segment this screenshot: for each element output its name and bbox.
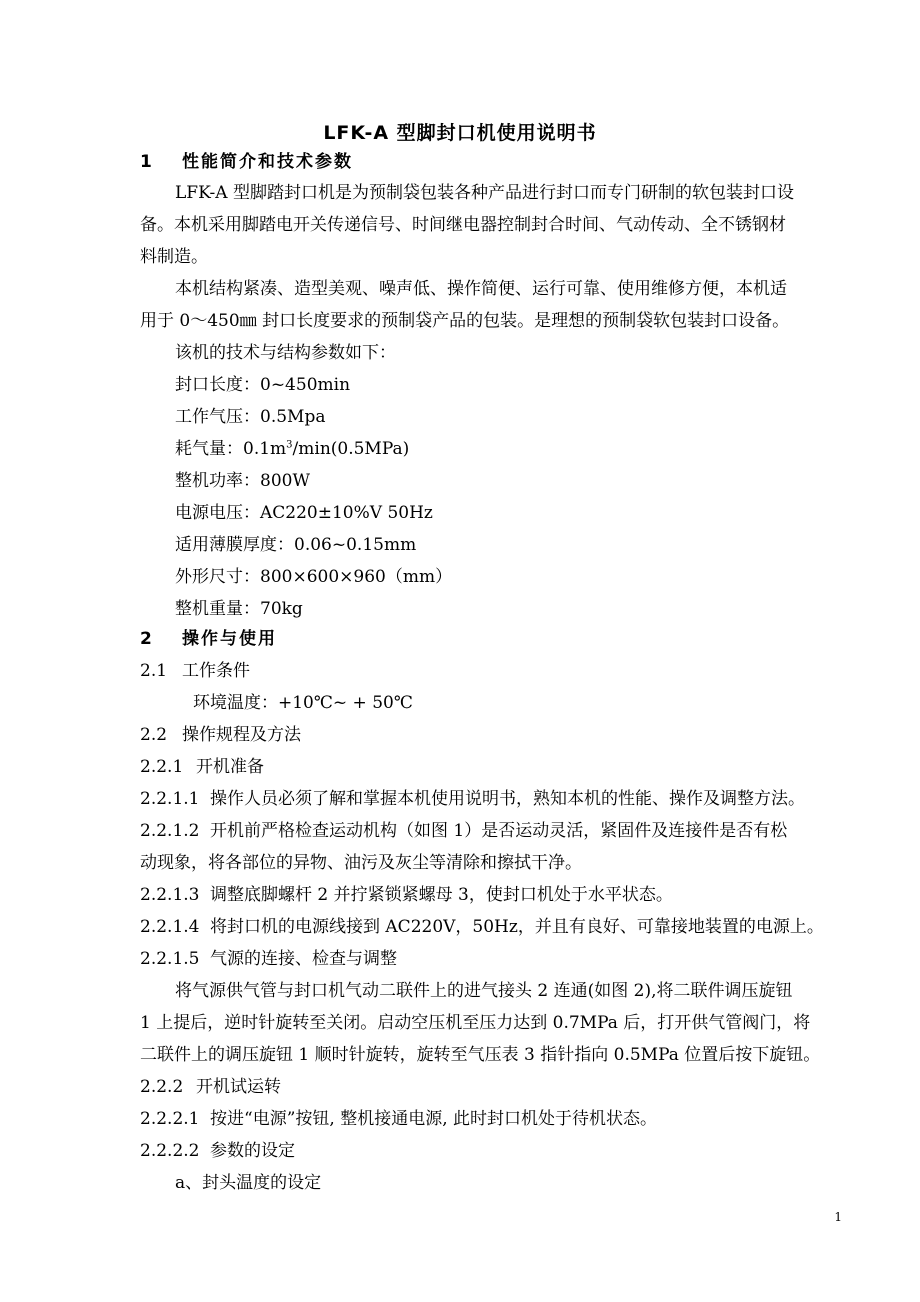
page-number: 1 [834, 1210, 842, 1224]
section-2-2-2-1: 2.2.2.1 按进“电源”按钮, 整机接通电源, 此时封口机处于待机状态。 [140, 1109, 657, 1129]
section-2-2-1-3: 2.2.1.3 调整底脚螺杆 2 并拧紧锁紧螺母 3，使封口机处于水平状态。 [140, 885, 673, 905]
section-2-2-2: 2.2.2 开机试运转 [140, 1077, 281, 1097]
paragraph-1-line-2: 备。本机采用脚踏电开关传递信号、时间继电器控制封合时间、气动传动、全不锈钢材 [140, 215, 786, 235]
param-seal-length: 封口长度：0~450min [175, 375, 351, 395]
section-2-2-1-4: 2.2.1.4 将封口机的电源线接到 AC220V，50Hz，并且有良好、可靠接地装置的电源上。 [140, 917, 824, 937]
paragraph-3-line-1: 将气源供气管与封口机气动二联件上的进气接头 2 连通(如图 2),将二联件调压旋钮 [175, 981, 793, 1001]
paragraph-3-line-3: 二联件上的调压旋钮 1 顺时针旋转，旋转至气压表 3 指针指向 0.5MPa 位置后按下旋钮。 [140, 1045, 821, 1065]
param-air-consumption: 耗气量：$0.1m^3/\min(0.5MPa)$ [175, 439, 410, 459]
param-film-thickness: 适用薄膜厚度：0.06~0.15mm [175, 535, 417, 555]
paragraph-3-line-2: 1 上提后，逆时针旋转至关闭。启动空压机至压力达到 0.7MPa 后，打开供气管阀门，将 [140, 1013, 811, 1033]
paragraph-1-line-1: LFK-A 型脚踏封口机是为预制袋包装各种产品进行封口而专门研制的软包装封口设 [175, 183, 794, 203]
param-power: 整机功率：800W [175, 471, 310, 491]
section-2-1: 2.1 工作条件 [140, 661, 250, 681]
param-voltage: 电源电压：AC220±10%V 50Hz [175, 503, 433, 523]
section-2-2-1-5: 2.2.1.5 气源的连接、检查与调整 [140, 949, 397, 969]
section-2-2-1: 2.2.1 开机准备 [140, 757, 264, 777]
param-weight: 整机重量：70kg [175, 599, 303, 619]
section-2-2-1-1: 2.2.1.1 操作人员必须了解和掌握本机使用说明书，熟知本机的性能、操作及调整方法。 [140, 789, 805, 809]
section-2-heading: 2 操作与使用 [140, 629, 277, 649]
section-2-2-1-2-cont: 动现象，将各部位的异物、油污及灰尘等清除和擦拭干净。 [140, 853, 582, 873]
paragraph-2-line-2: 用于 0～450㎜ 封口长度要求的预制袋产品的包装。是理想的预制袋软包装封口设备。 [140, 311, 790, 331]
item-a-seal-temperature: a、封头温度的设定 [175, 1173, 322, 1193]
section-2-2-2-2: 2.2.2.2 参数的设定 [140, 1141, 295, 1161]
section-2-2-1-2: 2.2.1.2 开机前严格检查运动机构（如图 1）是否运动灵活，紧固件及连接件是否有松 [140, 821, 788, 841]
param-air-pressure: 工作气压：0.5Mpa [175, 407, 326, 427]
section-1-heading: 1 性能简介和技术参数 [140, 152, 353, 172]
params-intro: 该机的技术与结构参数如下： [175, 343, 396, 363]
environment-temperature: 环境温度：+10℃~ + 50℃ [193, 693, 413, 713]
document-title: LFK-A 型脚封口机使用说明书 [323, 122, 597, 144]
param-dimensions: 外形尺寸：800×600×960（mm） [175, 567, 453, 587]
paragraph-1-line-3: 料制造。 [140, 247, 208, 267]
paragraph-2-line-1: 本机结构紧凑、造型美观、噪声低、操作简便、运行可靠、使用维修方便，本机适 [175, 279, 787, 299]
section-2-2: 2.2 操作规程及方法 [140, 725, 301, 745]
